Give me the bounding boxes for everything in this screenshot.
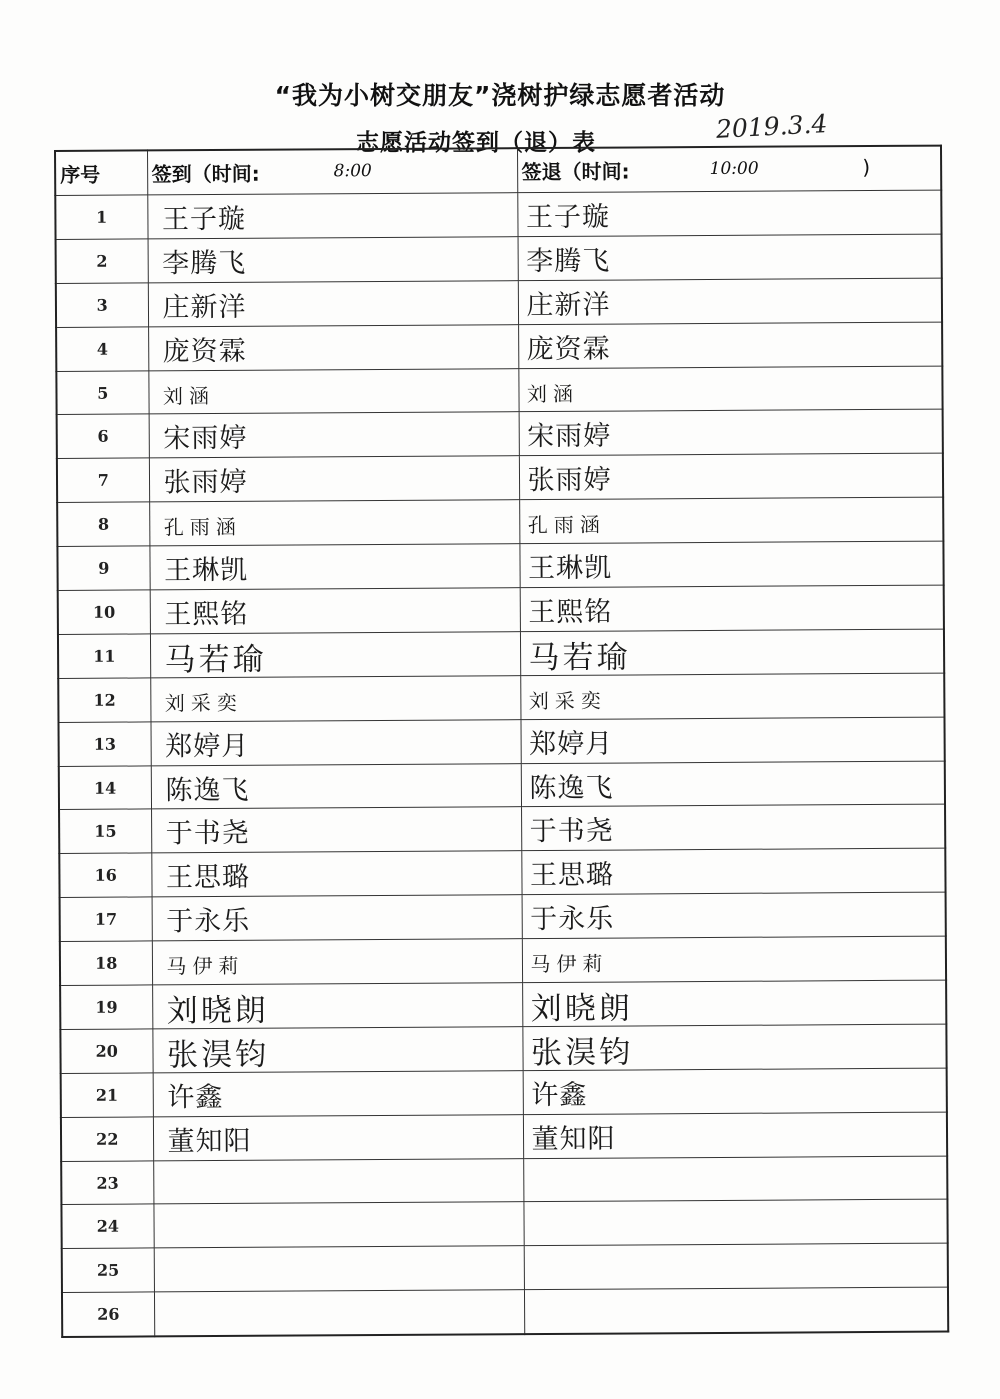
table-row	[59, 805, 945, 854]
sign-in-cell	[149, 500, 519, 546]
sign-out-signature: 王熙铭	[528, 596, 613, 629]
sign-out-signature: 于永乐	[530, 903, 615, 936]
sign-in-signature: 王熙铭	[164, 598, 249, 631]
sign-out-signature: 刘涵	[526, 381, 580, 406]
row-number: 19	[60, 985, 152, 1029]
sign-in-signature: 于书尧	[165, 818, 250, 850]
table-row	[60, 1024, 946, 1073]
header-serial-number	[55, 150, 147, 195]
sign-out-signature: 王子璇	[525, 201, 611, 234]
table-row	[60, 980, 946, 1029]
sign-out-cell	[521, 805, 945, 851]
sign-out-cell	[522, 1024, 946, 1070]
sign-out-signature: 陈逸飞	[529, 772, 614, 804]
sign-in-signature: 张雨婷	[163, 467, 248, 499]
sign-in-signature: 张淏钧	[166, 1036, 270, 1074]
sign-out-signature: 王琳凯	[527, 552, 613, 585]
sign-out-signature: 马若瑜	[528, 639, 631, 677]
row-number: 8	[57, 502, 149, 546]
row-number: 24	[61, 1204, 153, 1248]
sign-in-signature: 刘采奕	[164, 690, 243, 716]
sign-in-cell	[148, 237, 518, 283]
row-number: 1	[55, 195, 147, 239]
sign-in-signature: 郑婷月	[165, 730, 250, 763]
sign-in-cell	[154, 1246, 524, 1292]
sign-in-signature: 庞资霖	[162, 335, 247, 368]
sign-in-cell	[149, 544, 519, 590]
sign-out-cell	[518, 234, 942, 280]
sign-out-cell	[523, 1156, 947, 1202]
sign-out-label: 签退（时间:	[521, 159, 630, 185]
row-number: 25	[62, 1248, 154, 1292]
sign-in-signature: 庄新洋	[162, 291, 247, 324]
sign-out-signature: 马伊莉	[530, 951, 609, 977]
table-row	[61, 1200, 947, 1249]
row-number: 18	[60, 941, 152, 985]
handwritten-date: 2019.3.4	[715, 109, 829, 144]
table-row	[56, 278, 942, 327]
sign-out-cell	[524, 1243, 948, 1289]
sign-out-cell	[522, 936, 946, 982]
sign-out-signature: 庄新洋	[526, 289, 611, 321]
row-number: 21	[61, 1073, 153, 1117]
sign-in-cell	[149, 412, 519, 458]
table-row	[59, 761, 945, 810]
row-number: 22	[61, 1117, 153, 1161]
sign-out-signature: 董知阳	[531, 1123, 616, 1155]
table-row	[59, 848, 945, 897]
table-row	[57, 410, 943, 459]
sign-in-cell	[149, 456, 519, 502]
table-row	[58, 629, 944, 678]
table-row	[55, 190, 941, 239]
sign-in-label: 签到（时间:	[151, 161, 260, 187]
sign-out-cell	[520, 585, 944, 631]
sign-in-signature: 董知阳	[167, 1125, 252, 1158]
sign-in-signature: 马若瑜	[164, 641, 267, 679]
table-body	[55, 190, 948, 1337]
sign-in-cell	[148, 368, 518, 414]
table-row	[56, 322, 942, 371]
row-number: 11	[58, 634, 150, 678]
table-row	[56, 366, 942, 415]
sign-out-cell	[520, 629, 944, 675]
row-number: 2	[56, 239, 148, 283]
form-subtitle: 志愿活动签到（退）表	[356, 130, 596, 156]
sign-in-cell	[147, 193, 517, 239]
sign-in-signature: 王琳凯	[163, 554, 249, 587]
sign-out-signature: 张淏钧	[530, 1034, 634, 1072]
table-row	[57, 453, 943, 502]
table-row	[56, 234, 942, 283]
table-row	[58, 717, 944, 766]
sign-in-cell	[150, 675, 520, 721]
sign-in-signature: 刘涵	[162, 383, 216, 408]
sign-out-signature: 李腾飞	[526, 245, 611, 278]
sign-in-cell	[151, 851, 521, 897]
table-row	[57, 497, 943, 546]
row-number: 9	[57, 546, 149, 590]
sign-out-cell	[519, 497, 943, 543]
row-number: 3	[56, 283, 148, 327]
sign-in-cell	[150, 588, 520, 634]
sign-in-cell	[151, 807, 521, 853]
row-number: 15	[59, 809, 151, 853]
table-row	[57, 541, 943, 590]
table-row	[62, 1287, 948, 1337]
row-number: 26	[62, 1292, 154, 1337]
sign-in-signature: 刘晓朗	[166, 992, 269, 1030]
table-row	[60, 936, 946, 985]
header-serial-label: 序号	[60, 162, 101, 187]
sign-out-cell	[519, 453, 943, 499]
table-row	[58, 673, 944, 722]
sign-in-signature: 孔雨涵	[163, 515, 242, 540]
row-number: 4	[56, 327, 148, 371]
table-row	[61, 1156, 947, 1205]
sign-in-cell	[148, 280, 518, 326]
row-number: 13	[58, 722, 150, 766]
sign-in-signature: 王子璇	[161, 203, 247, 236]
page-title: “我为小树交朋友”浇树护绿志愿者活动	[274, 81, 726, 110]
sign-out-close-paren: )	[862, 155, 871, 180]
sign-in-cell	[152, 895, 522, 941]
sign-out-cell	[519, 541, 943, 587]
row-number: 16	[59, 853, 151, 897]
sign-in-cell	[150, 719, 520, 765]
sign-in-time: 8:00	[333, 161, 372, 182]
sign-out-time: 10:00	[709, 158, 759, 179]
sign-in-cell	[151, 763, 521, 809]
sign-in-cell	[150, 632, 520, 678]
sign-out-cell	[521, 848, 945, 894]
sign-in-cell	[152, 939, 522, 985]
table-row	[61, 1068, 947, 1117]
sign-out-cell	[523, 1200, 947, 1246]
sign-out-cell	[518, 278, 942, 324]
sign-in-cell	[154, 1290, 524, 1337]
sign-in-cell	[153, 1202, 523, 1248]
row-number: 17	[60, 897, 152, 941]
sign-out-signature: 王思璐	[529, 859, 615, 892]
sign-in-signature: 于永乐	[166, 906, 251, 938]
sign-out-cell	[518, 322, 942, 368]
sign-in-signature: 宋雨婷	[163, 423, 248, 455]
table-row	[58, 585, 944, 634]
sign-in-cell	[153, 1158, 523, 1204]
sign-out-signature: 于书尧	[529, 816, 614, 848]
sign-in-cell	[152, 1027, 522, 1073]
sign-out-cell	[522, 980, 946, 1026]
sign-out-cell	[519, 410, 943, 456]
sign-out-cell	[521, 761, 945, 807]
sign-out-signature: 刘采奕	[528, 688, 607, 713]
sign-in-cell	[148, 324, 518, 370]
sign-out-signature: 庞资霖	[526, 333, 611, 365]
row-number: 5	[56, 370, 148, 414]
row-number: 6	[57, 414, 149, 458]
sign-in-signature: 王思璐	[165, 862, 251, 894]
row-number: 7	[57, 458, 149, 502]
sign-out-cell	[523, 1068, 947, 1114]
row-number: 14	[59, 765, 151, 809]
sign-in-sheet	[54, 145, 951, 1350]
sign-out-cell	[520, 717, 944, 763]
sign-in-signature: 陈逸飞	[165, 774, 250, 806]
sign-out-signature: 宋雨婷	[527, 421, 612, 453]
header-sign-in	[147, 148, 517, 195]
sign-out-signature: 刘晓朗	[530, 990, 633, 1028]
row-number: 20	[60, 1029, 152, 1073]
sign-in-signature: 李腾飞	[162, 247, 247, 280]
row-number: 10	[58, 590, 150, 634]
sign-in-cell	[153, 1114, 523, 1160]
attendance-table	[54, 145, 949, 1339]
sign-in-cell	[153, 1070, 523, 1116]
table-row	[62, 1243, 948, 1292]
sign-out-cell	[517, 190, 941, 236]
table-row	[61, 1112, 947, 1161]
table-row	[60, 892, 946, 941]
sign-in-signature: 马伊莉	[166, 953, 245, 979]
sign-out-cell	[524, 1287, 948, 1334]
sign-in-signature: 许鑫	[167, 1081, 224, 1114]
sign-out-signature: 张雨婷	[527, 464, 612, 497]
sign-out-cell	[520, 673, 944, 719]
header-sign-out	[517, 146, 941, 193]
sign-out-cell	[522, 892, 946, 938]
row-number: 23	[61, 1161, 153, 1205]
header-row	[55, 146, 941, 196]
sign-out-signature: 郑婷月	[529, 728, 614, 760]
sign-out-signature: 许鑫	[531, 1079, 588, 1111]
sign-in-cell	[152, 983, 522, 1029]
sign-out-cell	[523, 1112, 947, 1158]
sign-out-signature: 孔雨涵	[527, 512, 606, 538]
sign-out-cell	[518, 366, 942, 412]
row-number: 12	[58, 678, 150, 722]
